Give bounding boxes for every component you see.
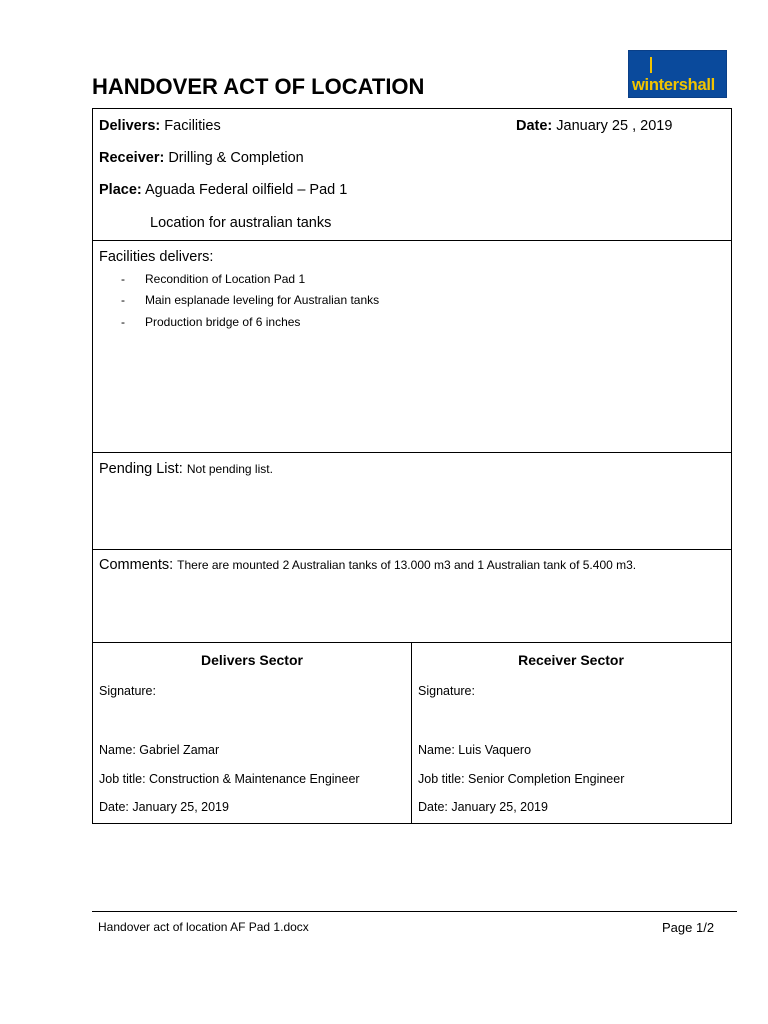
facilities-heading: Facilities delivers:: [99, 249, 214, 265]
receiver-line: [99, 150, 304, 166]
comments-section: [93, 550, 731, 643]
date-value: January 25 , 2019: [556, 118, 673, 134]
comments-value: There are mounted 2 Australian tanks of 13.000 m3 and 1 Australian tank of 5.400 m3.: [177, 558, 637, 572]
date-line: [516, 118, 672, 134]
receiver-sector-heading: Receiver Sector: [518, 652, 624, 668]
footer-divider: [92, 911, 737, 912]
receiver-value: Drilling & Completion: [168, 150, 304, 166]
receiver-name: Name: Luis Vaquero: [418, 743, 532, 757]
place-line: [99, 182, 347, 198]
comments-line: [99, 557, 636, 573]
pending-label: Pending List:: [99, 461, 183, 477]
page-title: HANDOVER ACT OF LOCATION: [92, 74, 425, 99]
delivers-label: Delivers:: [99, 118, 161, 134]
place-label: Place:: [99, 182, 142, 198]
wintershall-logo: [628, 50, 727, 98]
bullet-dash: -: [121, 272, 125, 286]
delivers-job-title: Job title: Construction & Maintenance Engineer: [99, 772, 360, 786]
date-label: Date:: [516, 118, 553, 134]
signatures-section: [93, 643, 731, 823]
facilities-section: [93, 241, 731, 453]
comments-label: Comments:: [99, 557, 174, 573]
receiver-signature-label: Signature:: [418, 684, 475, 698]
receiver-label: Receiver:: [99, 150, 165, 166]
receiver-job-title: Job title: Senior Completion Engineer: [418, 772, 625, 786]
delivers-value: Facilities: [164, 118, 221, 134]
list-item-text: Main esplanade leveling for Australian tanks: [145, 293, 380, 307]
delivers-line: [99, 118, 221, 134]
pending-value: Not pending list.: [186, 462, 273, 476]
delivers-date: Date: January 25, 2019: [99, 800, 229, 814]
delivers-signature-label: Signature:: [99, 684, 156, 698]
signature-divider: [411, 643, 412, 823]
list-item-text: Recondition of Location Pad 1: [145, 272, 306, 286]
list-item-text: Production bridge of 6 inches: [145, 315, 301, 329]
pending-line: [99, 461, 273, 477]
footer-page-number: Page 1/2: [662, 920, 715, 935]
place-value: Aguada Federal oilfield – Pad 1: [144, 182, 348, 198]
logo-wordmark: wintershall: [632, 76, 715, 94]
bullet-dash: -: [121, 315, 125, 329]
handover-form-table: [92, 108, 732, 824]
delivers-sector-heading: Delivers Sector: [201, 652, 303, 668]
bullet-dash: -: [121, 293, 125, 307]
logo-bar-mark: [650, 57, 652, 73]
footer-filename: Handover act of location AF Pad 1.docx: [98, 920, 309, 934]
pending-section: [93, 453, 731, 550]
receiver-date: Date: January 25, 2019: [418, 800, 548, 814]
delivers-name: Name: Gabriel Zamar: [99, 743, 220, 757]
place-detail: Location for australian tanks: [150, 215, 332, 231]
header-section: [93, 109, 731, 241]
